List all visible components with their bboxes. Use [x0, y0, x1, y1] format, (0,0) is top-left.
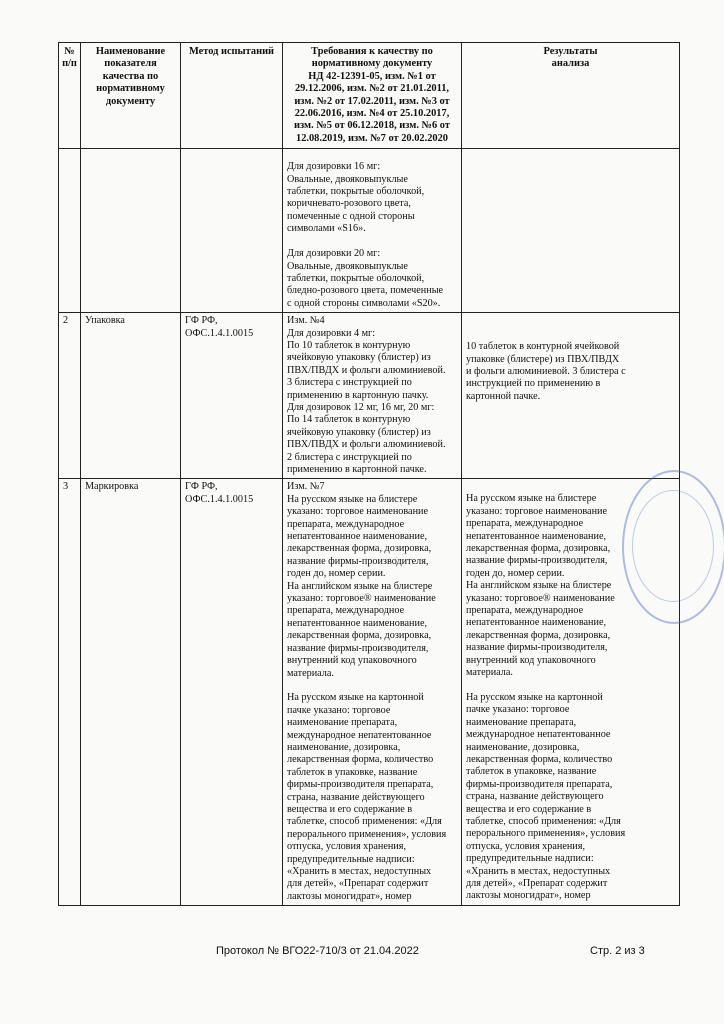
cell-requirements: Изм. №4 Для дозировки 4 мг: По 10 таблеток в контурную ячейковую упаковку (блистер) из ПВХ/ПВДХ и фольги алюминиевой. 3 блистера с инструкцией по применению в картонную пачку. Для дозировок 12 мг, 16 мг, 20 мг: По 14 таблеток в контурную ячейковую упаковку (блистер) из ПВХ/ПВДХ и фольги алюминиевой. 2 блистера с инструкцией по применению в картонной пачке.	[283, 313, 462, 479]
protocol-number: Протокол № ВГО22-710/3 от 21.04.2022	[216, 945, 419, 957]
table-header-row	[59, 43, 680, 149]
cell-number	[59, 149, 81, 313]
cell-requirements: Изм. №7 На русском языке на блистере указано: торговое наименование препарата, международное непатентованное наименование, лекарственная форма, дозировка, название фирмы-производителя, годен до, номер серии. На английском языке на блистере указано: торговое® наименование препарата, международное непатентованное наименование, лекарственная форма, дозировка, название фирмы-производителя, внутренний код упаковочного материала. На русском языке на картонной пачке указано: торговое наименование препарата, международное непатентованное наименование, дозировка, лекарственная форма, количество таблеток в упаковке, название фирмы-производителя препарата, страна, название действующего вещества и его содержание в таблетке, способ применения: «Для перорального применения», условия отпуска, условия хранения, предупредительные надписи: «Хранить в местах, недоступных для детей», «Препарат содержит лактозы моногидрат», номер	[283, 479, 462, 906]
header-results: Результаты анализа	[462, 43, 680, 149]
cell-indicator-name: Упаковка	[81, 313, 181, 479]
header-requirements: Требования к качеству по нормативному документу НД 42-12391-05, изм. №1 от 29.12.2006, изм. №2 от 21.01.2011, изм. №2 от 17.02.2011, изм. №3 от 22.06.2016, изм. №4 от 25.10.2017, изм. №5 от 06.12.2018, изм. №6 от 12.08.2019, изм. №7 от 20.02.2020	[283, 43, 462, 149]
table-row-continuation	[59, 149, 680, 313]
header-indicator-name: Наименование показателя качества по нормативному документу	[81, 43, 181, 149]
cell-indicator-name	[81, 149, 181, 313]
table-row-marking	[59, 479, 680, 906]
cell-indicator-name: Маркировка	[81, 479, 181, 906]
cell-requirements: Для дозировки 16 мг: Овальные, двояковыпуклые таблетки, покрытые оболочкой, коричневато-розового цвета, помеченные с одной стороны символами «S16». Для дозировки 20 мг: Овальные, двояковыпуклые таблетки, покрытые оболочкой, бледно-розового цвета, помеченные с одной стороны символами «S20».	[283, 149, 462, 313]
quality-table	[58, 42, 680, 906]
cell-results	[462, 149, 680, 313]
table-row-packaging	[59, 313, 680, 479]
cell-results: На русском языке на блистере указано: торговое наименование препарата, международное непатентованное наименование, лекарственная форма, дозировка, название фирмы-производителя, годен до, номер серии. На английском языке на блистере указано: торговое® наименование препарата, международное непатентованное наименование, лекарственная форма, дозировка, название фирмы-производителя, внутренний код упаковочного материала. На русском языке на картонной пачке указано: торговое наименование препарата, международное непатентованное наименование, дозировка, лекарственная форма, количество таблеток в упаковке, название фирмы-производителя препарата, страна, название действующего вещества и его содержание в таблетке, способ применения: «Для перорального применения», условия отпуска, условия хранения, предупредительные надписи: «Хранить в местах, недоступных для детей», «Препарат содержит лактозы моногидрат», номер	[462, 479, 680, 906]
cell-number: 2	[59, 313, 81, 479]
cell-number: 3	[59, 479, 81, 906]
page-number: Стр. 2 из 3	[590, 945, 645, 957]
header-number: № п/п	[59, 43, 81, 149]
cell-test-method: ГФ РФ, ОФС.1.4.1.0015	[181, 313, 283, 479]
header-test-method: Метод испытаний	[181, 43, 283, 149]
cell-results: 10 таблеток в контурной ячейковой упаковке (блистере) из ПВХ/ПВДХ и фольги алюминиевой. 3 блистера с инструкцией по применению в картонной пачке.	[462, 313, 680, 479]
cell-test-method	[181, 149, 283, 313]
cell-test-method: ГФ РФ, ОФС.1.4.1.0015	[181, 479, 283, 906]
page-footer	[0, 945, 724, 965]
